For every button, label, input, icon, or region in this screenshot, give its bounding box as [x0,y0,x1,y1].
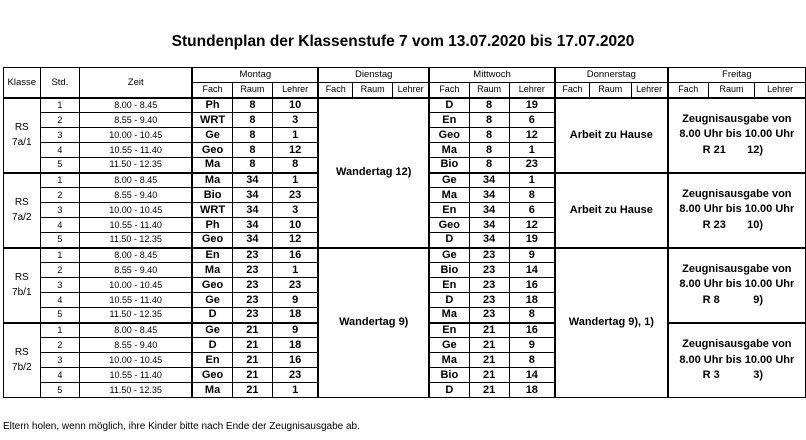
wednesday-lehrer: 23 [509,158,555,173]
monday-lehrer: 12 [272,143,318,158]
monday-lehrer: 3 [272,113,318,128]
friday-zeugnis-cell [668,173,806,248]
zeit-cell: 8.55 - 9.40 [80,113,192,128]
zeit-cell: 8.55 - 9.40 [80,188,192,203]
wednesday-lehrer: 18 [509,383,555,398]
monday-fach: D [192,338,232,353]
wednesday-lehrer: 14 [509,368,555,383]
zeugnis-line2: 8.00 Uhr bis 10.00 Uhr [679,353,795,366]
monday-lehrer: 16 [272,248,318,263]
wednesday-raum: 21 [469,383,509,398]
monday-raum: 8 [232,98,272,113]
wednesday-fach: D [429,233,469,248]
wednesday-raum: 21 [469,338,509,353]
monday-fach: En [192,248,232,263]
wednesday-lehrer: 12 [509,218,555,233]
zeit-cell: 10.00 - 10.45 [80,353,192,368]
std-cell: 3 [40,278,80,293]
header-sub: Fach [555,83,589,98]
std-cell: 1 [40,323,80,338]
zeit-cell: 8.55 - 9.40 [80,338,192,353]
std-cell: 4 [40,218,80,233]
monday-fach: Geo [192,233,232,248]
wednesday-fach: Ma [429,143,469,158]
friday-zeugnis-cell [668,98,806,173]
monday-raum: 34 [232,188,272,203]
header-sub: Fach [192,83,232,98]
wednesday-fach: Bio [429,263,469,278]
wednesday-lehrer: 19 [509,98,555,113]
std-cell: 3 [40,128,80,143]
header-sub: Lehrer [509,83,555,98]
header-sub: Lehrer [393,83,429,98]
monday-raum: 21 [232,368,272,383]
wednesday-raum: 21 [469,323,509,338]
monday-fach: Ge [192,293,232,308]
monday-raum: 23 [232,248,272,263]
monday-raum: 23 [232,308,272,323]
monday-lehrer: 23 [272,368,318,383]
footer-note: Eltern holen, wenn möglich, ihre Kinder bitte nach Ende der Zeugnisausgabe ab. [3,421,360,432]
wednesday-lehrer: 19 [509,233,555,248]
klasse-name: 7a/2 [12,212,32,223]
zeugnis-line1: Zeugnisausgabe von [682,187,792,200]
monday-raum: 21 [232,353,272,368]
thursday-span: Wandertag 9), 1) [555,248,668,398]
monday-fach: WRT [192,203,232,218]
zeugnis-line1: Zeugnisausgabe von [682,338,792,351]
wednesday-lehrer: 16 [509,323,555,338]
header-zeit: Zeit [80,68,192,98]
std-cell: 4 [40,143,80,158]
zeugnis-teacher: 9) [753,293,763,306]
monday-fach: Ma [192,158,232,173]
wednesday-fach: Ge [429,338,469,353]
wednesday-raum: 23 [469,293,509,308]
table-row [4,98,806,113]
wednesday-fach: D [429,383,469,398]
wednesday-lehrer: 1 [509,173,555,188]
wednesday-raum: 8 [469,158,509,173]
wednesday-lehrer: 9 [509,338,555,353]
monday-raum: 8 [232,113,272,128]
wednesday-raum: 34 [469,188,509,203]
klasse-cell [4,173,41,248]
monday-fach: En [192,353,232,368]
wednesday-raum: 23 [469,308,509,323]
monday-fach: Ma [192,383,232,398]
monday-lehrer: 1 [272,263,318,278]
wednesday-fach: Bio [429,368,469,383]
monday-raum: 8 [232,158,272,173]
zeit-cell: 10.55 - 11.40 [80,218,192,233]
monday-fach: Bio [192,188,232,203]
klasse-name: 7a/1 [12,137,32,148]
monday-lehrer: 9 [272,323,318,338]
wednesday-fach: En [429,278,469,293]
std-cell: 5 [40,158,80,173]
zeugnis-teacher: 10) [747,218,763,231]
monday-lehrer: 10 [272,98,318,113]
std-cell: 3 [40,203,80,218]
std-cell: 1 [40,173,80,188]
monday-raum: 21 [232,338,272,353]
monday-lehrer: 12 [272,233,318,248]
header-sub: Lehrer [755,83,806,98]
wednesday-lehrer: 18 [509,293,555,308]
wednesday-fach: Ge [429,173,469,188]
monday-raum: 8 [232,143,272,158]
wednesday-raum: 34 [469,218,509,233]
wednesday-fach: D [429,293,469,308]
std-cell: 2 [40,113,80,128]
wednesday-lehrer: 14 [509,263,555,278]
wednesday-raum: 23 [469,248,509,263]
wednesday-lehrer: 8 [509,188,555,203]
friday-zeugnis-cell [668,248,806,323]
monday-raum: 23 [232,278,272,293]
wednesday-lehrer: 16 [509,278,555,293]
header-sub: Raum [232,83,272,98]
wednesday-raum: 8 [469,98,509,113]
std-cell: 4 [40,293,80,308]
wednesday-raum: 8 [469,128,509,143]
monday-fach: Ge [192,128,232,143]
zeit-cell: 11.50 - 12.35 [80,383,192,398]
zeit-cell: 10.55 - 11.40 [80,368,192,383]
wednesday-lehrer: 9 [509,248,555,263]
monday-raum: 8 [232,128,272,143]
header-day: Montag [192,68,318,83]
zeugnis-line2: 8.00 Uhr bis 10.00 Uhr [679,203,795,216]
header-day: Dienstag [318,68,429,83]
monday-fach: Ph [192,98,232,113]
monday-lehrer: 1 [272,173,318,188]
header-sub: Raum [708,83,755,98]
wednesday-raum: 34 [469,203,509,218]
monday-fach: D [192,308,232,323]
tuesday-span: Wandertag 9) [318,248,429,398]
monday-fach: WRT [192,113,232,128]
monday-lehrer: 1 [272,128,318,143]
zeit-cell: 10.55 - 11.40 [80,293,192,308]
wednesday-lehrer: 1 [509,143,555,158]
zeit-cell: 10.55 - 11.40 [80,143,192,158]
std-cell: 2 [40,263,80,278]
klasse-cell [4,248,41,323]
monday-fach: Ge [192,323,232,338]
zeugnis-room: R 23 [702,218,726,231]
zeit-cell: 11.50 - 12.35 [80,308,192,323]
zeugnis-line1: Zeugnisausgabe von [682,112,792,125]
klasse-type: RS [14,272,29,283]
monday-fach: Geo [192,143,232,158]
header-day: Freitag [668,68,806,83]
monday-raum: 23 [232,263,272,278]
zeit-cell: 11.50 - 12.35 [80,233,192,248]
tuesday-span: Wandertag 12) [318,98,429,248]
table-row [4,248,806,263]
zeugnis-line1: Zeugnisausgabe von [682,262,792,275]
wednesday-fach: D [429,98,469,113]
header-day: Donnerstag [555,68,668,83]
thursday-span: Arbeit zu Hause [555,173,668,248]
std-cell: 4 [40,368,80,383]
wednesday-fach: Ma [429,188,469,203]
monday-lehrer: 18 [272,338,318,353]
wednesday-lehrer: 8 [509,353,555,368]
std-cell: 5 [40,383,80,398]
monday-fach: Ma [192,173,232,188]
wednesday-fach: Geo [429,218,469,233]
std-cell: 3 [40,353,80,368]
std-cell: 1 [40,98,80,113]
wednesday-fach: Ma [429,353,469,368]
zeit-cell: 10.00 - 10.45 [80,278,192,293]
zeit-cell: 11.50 - 12.35 [80,158,192,173]
zeugnis-room: R 21 [702,143,726,156]
klasse-name: 7b/2 [12,362,32,374]
zeit-cell: 10.00 - 10.45 [80,203,192,218]
klasse-cell [4,98,41,173]
zeit-cell: 8.00 - 8.45 [80,248,192,263]
std-cell: 5 [40,233,80,248]
wednesday-fach: En [429,113,469,128]
std-cell: 2 [40,188,80,203]
monday-lehrer: 23 [272,188,318,203]
wednesday-lehrer: 6 [509,113,555,128]
zeugnis-line2: 8.00 Uhr bis 10.00 Uhr [679,278,795,291]
std-cell: 1 [40,248,80,263]
header-sub: Lehrer [272,83,318,98]
wednesday-raum: 23 [469,278,509,293]
header-day: Mittwoch [429,68,555,83]
wednesday-raum: 21 [469,368,509,383]
wednesday-lehrer: 6 [509,203,555,218]
zeit-cell: 8.55 - 9.40 [80,263,192,278]
zeugnis-room: R 8 [702,293,720,306]
klasse-type: RS [14,347,29,359]
wednesday-fach: Bio [429,158,469,173]
monday-fach: Ma [192,263,232,278]
wednesday-fach: Ge [429,248,469,263]
wednesday-raum: 21 [469,353,509,368]
wednesday-fach: Ma [429,308,469,323]
zeugnis-teacher: 12) [747,143,763,156]
klasse-cell [4,323,41,398]
monday-raum: 34 [232,233,272,248]
klasse-name: 7b/1 [12,287,32,298]
header-std: Std. [40,68,80,98]
monday-raum: 34 [232,203,272,218]
zeit-cell: 8.00 - 8.45 [80,98,192,113]
wednesday-raum: 34 [469,233,509,248]
monday-raum: 21 [232,383,272,398]
header-sub: Raum [469,83,509,98]
klasse-type: RS [14,122,29,133]
std-cell: 5 [40,308,80,323]
monday-lehrer: 8 [272,158,318,173]
zeugnis-line2: 8.00 Uhr bis 10.00 Uhr [679,128,795,141]
header-sub: Fach [318,83,352,98]
klasse-type: RS [14,197,29,208]
monday-lehrer: 16 [272,353,318,368]
header-sub: Fach [429,83,469,98]
timetable [3,67,806,398]
wednesday-fach: En [429,203,469,218]
std-cell: 2 [40,338,80,353]
monday-raum: 34 [232,218,272,233]
zeit-cell: 8.00 - 8.45 [80,323,192,338]
wednesday-raum: 34 [469,173,509,188]
monday-lehrer: 9 [272,293,318,308]
monday-lehrer: 3 [272,203,318,218]
zeit-cell: 8.00 - 8.45 [80,173,192,188]
monday-raum: 34 [232,173,272,188]
monday-fach: Geo [192,368,232,383]
monday-fach: Ph [192,218,232,233]
wednesday-fach: En [429,323,469,338]
header-sub: Fach [668,83,709,98]
header-sub: Raum [353,83,393,98]
monday-lehrer: 10 [272,218,318,233]
wednesday-raum: 8 [469,143,509,158]
zeugnis-teacher: 3) [753,368,763,381]
wednesday-fach: Geo [429,128,469,143]
page-title: Stundenplan der Klassenstufe 7 vom 13.07.2020 bis 17.07.2020 [171,33,635,50]
friday-zeugnis-cell [668,323,806,398]
wednesday-lehrer: 12 [509,128,555,143]
monday-raum: 23 [232,293,272,308]
zeit-cell: 10.00 - 10.45 [80,128,192,143]
monday-lehrer: 18 [272,308,318,323]
wednesday-lehrer: 8 [509,308,555,323]
monday-fach: Geo [192,278,232,293]
thursday-span: Arbeit zu Hause [555,98,668,173]
wednesday-raum: 23 [469,263,509,278]
wednesday-raum: 8 [469,113,509,128]
header-sub: Raum [589,83,631,98]
monday-lehrer: 1 [272,383,318,398]
monday-lehrer: 23 [272,278,318,293]
zeugnis-room: R 3 [702,368,720,381]
header-klasse: Klasse [4,68,41,98]
header-sub: Lehrer [631,83,667,98]
monday-raum: 21 [232,323,272,338]
